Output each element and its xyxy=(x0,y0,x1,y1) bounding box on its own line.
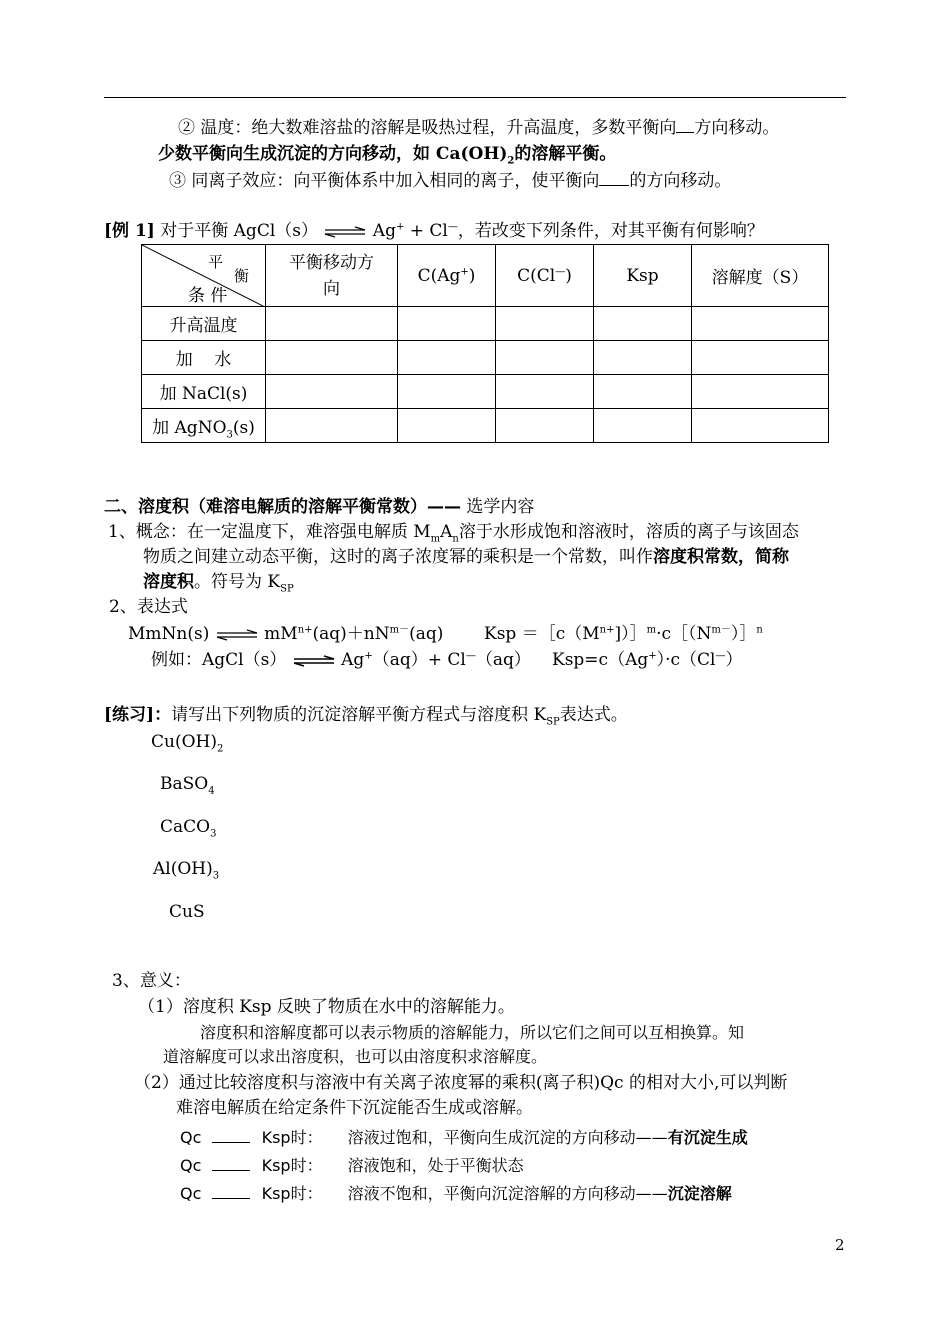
practice-item xyxy=(160,815,216,839)
general-ksp-sup2: m xyxy=(646,624,657,636)
general-left: MmNn(s) xyxy=(128,624,210,644)
header-c-ag-text: C(Ag xyxy=(417,265,461,286)
qc-text: 溶液不饱和，平衡向沉淀溶解的方向移动—— xyxy=(347,1184,668,1203)
example-ksp xyxy=(552,648,743,672)
equilibrium-table xyxy=(141,244,829,443)
header-ksp: Ksp xyxy=(594,245,692,307)
table-row xyxy=(142,341,829,375)
eg-ksp-a: Ksp=c（Ag xyxy=(552,650,649,670)
general-ksp-sup3: m－ xyxy=(711,624,731,636)
temperature-text-a: ② 温度：绝大数难溶盐的溶解是吸热过程，升高温度，多数平衡向 xyxy=(178,118,677,138)
qc-ksp: Ksp时： xyxy=(261,1156,323,1175)
example1-text-a: 对于平衡 AgCl（s） xyxy=(160,221,318,241)
practice-item-sub: 2 xyxy=(216,743,224,755)
concept-an: A xyxy=(440,522,453,542)
table-cell[interactable] xyxy=(398,375,496,409)
header-c-cl: C(Cl—) xyxy=(496,245,594,307)
qc-bold: 有沉淀生成 xyxy=(667,1128,748,1147)
concept-line3-bold: 溶度积 xyxy=(143,572,194,592)
common-ion-text-b: 的方向移动。 xyxy=(629,171,732,191)
practice-item-base: CuS xyxy=(169,902,205,922)
practice-item-sub: 3 xyxy=(210,828,217,840)
table-diagonal-header xyxy=(142,245,266,307)
table-cell[interactable] xyxy=(496,409,594,443)
general-right-a: mM xyxy=(264,624,298,644)
table-cell[interactable] xyxy=(266,409,398,443)
common-ion-blank[interactable] xyxy=(599,167,629,186)
table-cell[interactable] xyxy=(398,307,496,341)
table-cell[interactable] xyxy=(266,307,398,341)
concept-line2-bold: 溶度积常数，简称 xyxy=(653,547,789,567)
table-row xyxy=(142,409,829,443)
general-ksp-c: ·c［（N xyxy=(656,624,712,644)
meaning-p2-line1: （2）通过比较溶度积与溶液中有关离子浓度幂的乘积(离子积)Qc 的相对大小,可以判断 xyxy=(134,1073,788,1093)
practice-item-base: Cu(OH) xyxy=(151,732,217,752)
expr-title: 2、表达式 xyxy=(109,597,188,617)
qc-text: 溶液饱和，处于平衡状态 xyxy=(347,1156,524,1175)
table-row xyxy=(142,375,829,409)
qc-label: Qc xyxy=(180,1184,202,1203)
table-row xyxy=(142,307,829,341)
temperature-blank[interactable] xyxy=(676,114,694,133)
eg-sup2: — xyxy=(465,650,476,662)
common-ion-line xyxy=(169,167,731,193)
eg-d: （aq） xyxy=(475,650,531,670)
practice-text: 请写出下列物质的沉淀溶解平衡方程式与溶度积 K xyxy=(171,705,547,725)
practice-item-sub: 3 xyxy=(212,870,220,882)
eg-ksp-sup2: — xyxy=(715,650,726,662)
general-ksp xyxy=(484,622,763,646)
example1-text-d: ，若改变下列条件，对其平衡有何影响？ xyxy=(457,221,764,241)
table-cell[interactable] xyxy=(692,341,829,375)
header-solubility: 溶解度（S） xyxy=(692,245,829,307)
qc-blank[interactable] xyxy=(212,1180,250,1199)
general-right-b: (aq)＋nN xyxy=(312,624,390,644)
header-c-ag-sup: + xyxy=(460,265,469,277)
row-label: 升高温度 xyxy=(142,307,266,341)
general-ksp-b: ]）］ xyxy=(614,624,647,644)
qc-ksp: Ksp时： xyxy=(261,1184,323,1203)
general-ksp-d: ）］ xyxy=(730,624,757,644)
qc-label: Qc xyxy=(180,1156,202,1175)
row-label: 加 NaCl(s) xyxy=(142,375,266,409)
table-cell[interactable] xyxy=(496,341,594,375)
temperature-bold-a: 少数平衡向生成沉淀的方向移动，如 Ca(OH) xyxy=(158,144,508,164)
example1-sup-c: — xyxy=(447,221,458,233)
example-expression xyxy=(151,648,531,672)
meaning-p1-line2: 溶度积和溶解度都可以表示物质的溶解能力，所以它们之间可以互相换算。知 xyxy=(200,1023,745,1042)
general-right-c: (aq) xyxy=(409,624,444,644)
practice-item-base: Al(OH) xyxy=(153,859,213,879)
concept-line3-b: 。符号为 K xyxy=(194,572,281,592)
table-cell[interactable] xyxy=(398,409,496,443)
table-cell[interactable] xyxy=(594,307,692,341)
example1-label: [例 1] xyxy=(104,221,155,241)
general-right-sup2: m－ xyxy=(389,624,410,636)
temperature-bold-b: 的溶解平衡。 xyxy=(514,144,617,164)
table-cell[interactable] xyxy=(266,341,398,375)
concept-n: n xyxy=(452,533,459,545)
diag-top-b: 衡 xyxy=(234,267,250,285)
table-cell[interactable] xyxy=(266,375,398,409)
row-label xyxy=(142,409,266,443)
general-ksp-sup1: n+ xyxy=(599,624,615,636)
header-c-ag: C(Ag+) xyxy=(398,245,496,307)
qc-case xyxy=(180,1152,524,1178)
page-number: 2 xyxy=(835,1236,845,1254)
eg-c: （aq）+ Cl xyxy=(372,650,466,670)
example1-text-b: Ag xyxy=(372,221,396,241)
equilibrium-arrow-icon xyxy=(292,655,336,667)
header-c-cl-text: C(Cl xyxy=(517,265,556,286)
concept-m: m xyxy=(430,533,441,545)
table-cell[interactable] xyxy=(594,409,692,443)
qc-ksp: Ksp时： xyxy=(261,1128,323,1147)
equilibrium-arrow-icon xyxy=(215,629,259,641)
temperature-bold-line xyxy=(158,142,616,166)
table-cell[interactable] xyxy=(496,307,594,341)
table-cell[interactable] xyxy=(496,375,594,409)
row-label-agno3: 加 AgNO xyxy=(152,418,227,438)
qc-bold: 沉淀溶解 xyxy=(667,1184,732,1203)
practice-line xyxy=(104,703,628,727)
concept-a: 1、概念：在一定温度下，难溶强电解质 M xyxy=(108,522,431,542)
general-right-sup1: n+ xyxy=(297,624,313,636)
eg-b: Ag xyxy=(341,650,365,670)
header-direction xyxy=(266,245,398,307)
eg-ksp-c: ） xyxy=(725,650,743,670)
equilibrium-arrow-icon xyxy=(323,226,367,238)
table-cell[interactable] xyxy=(692,409,829,443)
diag-bottom: 条 件 xyxy=(188,286,228,306)
practice-item xyxy=(169,900,205,924)
meaning-p1-line3: 道溶解度可以求出溶度积，也可以由溶度积求溶解度。 xyxy=(163,1047,548,1066)
eg-ksp-b: ）·c（Cl xyxy=(656,650,716,670)
example1-sup-b: + xyxy=(395,221,405,233)
concept-line2-a: 物质之间建立动态平衡，这时的离子浓度幂的乘积是一个常数，叫作 xyxy=(143,547,653,567)
header-direction-text: 平衡移动方向 xyxy=(289,252,374,299)
practice-sub: SP xyxy=(546,716,560,728)
concept-line3 xyxy=(143,570,294,594)
qc-label: Qc xyxy=(180,1128,202,1147)
row-label: 加 水 xyxy=(142,341,266,375)
practice-item-sub: 4 xyxy=(208,785,215,797)
common-ion-text-a: ③ 同离子效应：向平衡体系中加入相同的离子，使平衡向 xyxy=(169,171,600,191)
practice-item xyxy=(160,772,215,796)
section2-title xyxy=(104,495,534,519)
practice-item xyxy=(151,730,223,754)
meaning-p1: （1）溶度积 Ksp 反映了物质在水中的溶解能力。 xyxy=(138,997,515,1017)
general-ksp-sup4: n xyxy=(756,624,763,636)
qc-case xyxy=(180,1124,748,1150)
table-cell[interactable] xyxy=(692,375,829,409)
example1-line xyxy=(104,219,764,243)
table-cell[interactable] xyxy=(692,307,829,341)
concept-line2 xyxy=(143,545,789,569)
practice-tail: 表达式。 xyxy=(559,705,628,725)
general-ksp-a: Ksp ＝［c（M xyxy=(484,624,600,644)
example1-text-c: + Cl xyxy=(404,221,448,241)
table-cell[interactable] xyxy=(398,341,496,375)
general-expression xyxy=(128,622,443,646)
practice-item-base: CaCO xyxy=(160,817,211,837)
practice-item-base: BaSO xyxy=(160,774,209,794)
meaning-p2-line2: 难溶电解质在给定条件下沉淀能否生成或溶解。 xyxy=(176,1098,533,1118)
temperature-bold-sub: 2 xyxy=(507,155,515,167)
concept-b: 溶于水形成饱和溶液时，溶质的离子与该固态 xyxy=(458,522,799,542)
qc-text: 溶液过饱和，平衡向生成沉淀的方向移动—— xyxy=(347,1128,668,1147)
concept-line1 xyxy=(108,520,799,544)
practice-label: [练习]： xyxy=(104,705,172,725)
section2-title-tail: 选学内容 xyxy=(461,497,535,517)
temperature-line xyxy=(178,114,779,140)
header-c-cl-sup: — xyxy=(555,265,566,277)
table-cell[interactable] xyxy=(594,375,692,409)
eg-sup1: + xyxy=(364,650,373,662)
eg-ksp-sup1: + xyxy=(648,650,657,662)
meaning-title: 3、意义： xyxy=(112,971,191,991)
practice-item xyxy=(153,857,219,881)
table-cell[interactable] xyxy=(594,341,692,375)
qc-blank[interactable] xyxy=(212,1152,250,1171)
eg-a: 例如：AgCl（s） xyxy=(151,650,287,670)
row-label-agno3-tail: (s) xyxy=(232,418,255,438)
header-rule xyxy=(104,97,846,98)
temperature-text-b: 方向移动。 xyxy=(694,118,780,138)
qc-blank[interactable] xyxy=(212,1124,250,1143)
row-label-agno3-sub: 3 xyxy=(226,429,233,441)
qc-case xyxy=(180,1180,732,1206)
concept-line3-sub: SP xyxy=(280,583,294,595)
section2-title-text: 二、溶度积（难溶电解质的溶解平衡常数）—— xyxy=(104,497,461,517)
diag-top-a: 平 xyxy=(208,253,224,271)
